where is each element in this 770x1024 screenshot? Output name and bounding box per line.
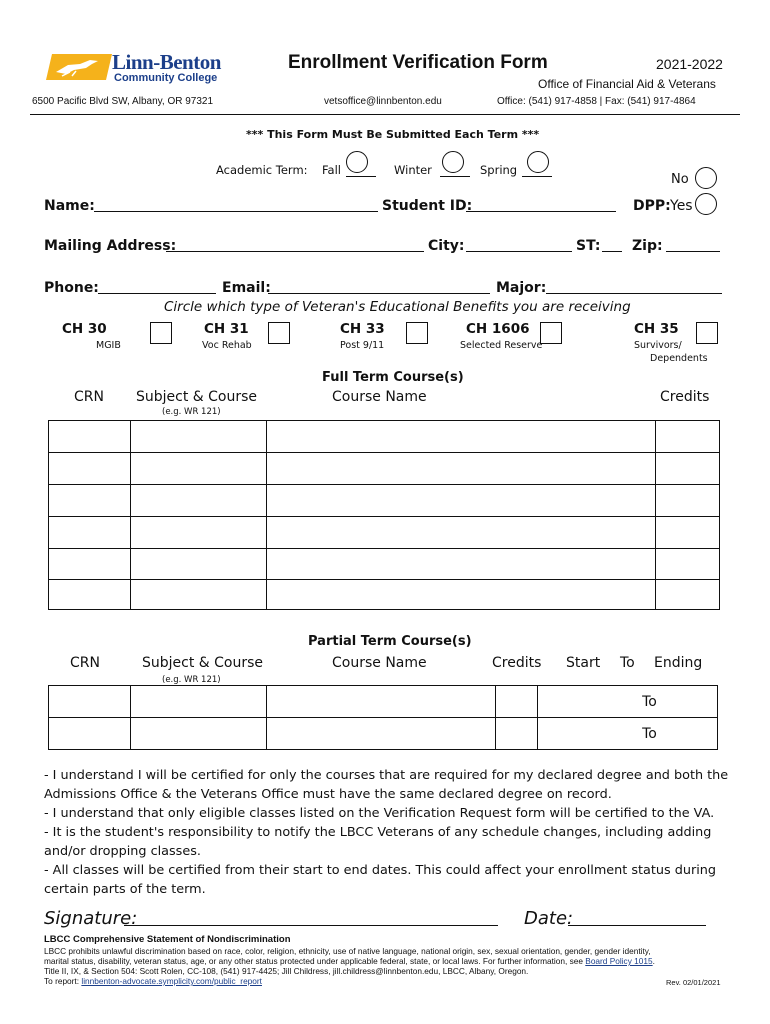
office-email: vetsoffice@linnbenton.edu: [324, 96, 442, 107]
full-term-title: Full Term Course(s): [322, 370, 464, 385]
office-phone-fax: Office: (541) 917-4858 | Fax: (541) 917-4864: [497, 96, 696, 107]
school-year: 2021-2022: [656, 56, 723, 72]
course-name-cell[interactable]: [266, 549, 655, 580]
student-id-field[interactable]: [466, 200, 616, 212]
dpp-label: DPP:: [633, 198, 671, 214]
city-label: City:: [428, 238, 465, 254]
footer-heading: LBCC Comprehensive Statement of Nondiscrimination: [44, 934, 291, 945]
subject-cell[interactable]: [130, 580, 266, 610]
benefit-ch31-checkbox[interactable]: [268, 322, 290, 344]
report-label: To report:: [44, 976, 80, 986]
course-name-cell[interactable]: [266, 453, 655, 485]
benefit-ch31-label: CH 31: [204, 321, 249, 337]
course-name-cell[interactable]: [266, 718, 496, 750]
footer-line1: LBCC prohibits unlawful discrimination based on race, color, religion, ethnicity, use of native language, national origin, sex, sexual orientation, gender, gender identity,: [44, 946, 651, 956]
course-name-cell[interactable]: [266, 517, 655, 549]
term-winter-label: Winter: [394, 163, 432, 177]
table-row: [49, 485, 720, 517]
academic-term-label: Academic Term:: [216, 163, 308, 177]
partial-term-col-crn: CRN: [70, 655, 100, 671]
statement-2: - I understand that only eligible classes listed on the Verification Request form will be certified to the VA.: [44, 806, 715, 821]
major-label: Major:: [496, 280, 547, 296]
credits-cell[interactable]: [656, 580, 720, 610]
credits-cell[interactable]: [656, 517, 720, 549]
course-name-cell[interactable]: [266, 485, 655, 517]
benefits-instruction: Circle which type of Veteran's Educational Benefits you are receiving: [164, 299, 631, 315]
office-name: Office of Financial Aid & Veterans: [538, 77, 716, 91]
signature-label: Signature:: [44, 908, 138, 929]
term-fall-label: Fall: [322, 163, 341, 177]
partial-term-col-ending: Ending: [654, 655, 703, 671]
benefit-ch30-checkbox[interactable]: [150, 322, 172, 344]
credits-cell[interactable]: [496, 686, 538, 718]
name-field[interactable]: [94, 200, 378, 212]
major-field[interactable]: [546, 282, 722, 294]
table-row: [49, 517, 720, 549]
zip-label: Zip:: [632, 238, 663, 254]
crn-cell[interactable]: [49, 580, 131, 610]
table-row: [49, 421, 720, 453]
credits-cell[interactable]: [496, 718, 538, 750]
benefit-ch30-label: CH 30: [62, 321, 107, 337]
statement-3: - It is the student's responsibility to notify the LBCC Veterans of any schedule changes, including adding and/or dropping classes.: [44, 825, 712, 859]
benefit-ch1606-label: CH 1606: [466, 321, 530, 337]
benefit-ch35-desc2: Dependents: [650, 353, 708, 364]
footer-report: [44, 976, 262, 986]
board-policy-link[interactable]: Board Policy 1015: [585, 956, 653, 966]
partial-term-col-credits: Credits: [492, 655, 542, 671]
date-field[interactable]: [568, 912, 706, 926]
office-address: 6500 Pacific Blvd SW, Albany, OR 97321: [32, 96, 214, 107]
full-term-col-credits: Credits: [660, 389, 710, 405]
full-term-col-crn: CRN: [74, 389, 104, 405]
partial-term-col-to: To: [620, 655, 635, 671]
benefit-ch35-label: CH 35: [634, 321, 679, 337]
crn-cell[interactable]: [49, 421, 131, 453]
term-winter-circle[interactable]: [442, 151, 464, 173]
subject-cell[interactable]: [130, 485, 266, 517]
subject-cell[interactable]: [130, 549, 266, 580]
benefit-ch31-desc: Voc Rehab: [202, 340, 252, 351]
crn-cell[interactable]: [49, 485, 131, 517]
dpp-yes-circle[interactable]: [695, 193, 717, 215]
crn-cell[interactable]: [49, 718, 131, 750]
submission-notice: *** This Form Must Be Submitted Each Term ***: [246, 128, 540, 141]
date-label: Date:: [524, 908, 574, 929]
table-row: [49, 549, 720, 580]
date-range-cell[interactable]: [538, 686, 718, 718]
table-row: [49, 718, 718, 750]
subject-cell[interactable]: [130, 453, 266, 485]
subject-cell[interactable]: [130, 686, 266, 718]
term-fall-circle[interactable]: [346, 151, 368, 173]
benefit-ch30-desc: MGIB: [96, 340, 121, 351]
benefit-ch35-desc: Survivors/: [634, 340, 682, 351]
benefit-ch35-checkbox[interactable]: [696, 322, 718, 344]
email-label: Email:: [222, 280, 271, 296]
full-term-col-subject: Subject & Course: [136, 389, 258, 405]
partial-term-title: Partial Term Course(s): [308, 634, 472, 649]
revision-date: Rev. 02/01/2021: [666, 978, 721, 987]
dpp-no-circle[interactable]: [695, 167, 717, 189]
zip-field[interactable]: [666, 240, 720, 252]
benefit-ch1606-desc: Selected Reserve: [460, 340, 543, 351]
footer-line3: Title II, IX, & Section 504: Scott Rolen, CC-108, (541) 917-4425; Jill Childress, jill.childress@linnbenton.edu, LBCC, Albany, Oregon.: [44, 966, 529, 976]
full-term-table: [48, 420, 720, 610]
credits-cell[interactable]: [656, 421, 720, 453]
student-id-label: Student ID:: [382, 198, 473, 214]
date-range-cell[interactable]: [538, 718, 718, 750]
term-spring-circle[interactable]: [527, 151, 549, 173]
city-field[interactable]: [466, 240, 572, 252]
state-field[interactable]: [602, 240, 622, 252]
course-name-cell[interactable]: [266, 421, 655, 453]
name-label: Name:: [44, 198, 95, 214]
mailing-address-field[interactable]: [166, 240, 424, 252]
to-label: To: [642, 693, 657, 710]
course-name-cell[interactable]: [266, 686, 496, 718]
phone-field[interactable]: [98, 282, 216, 294]
partial-term-col-example: (e.g. WR 121): [162, 675, 221, 685]
logo-line2: Community College: [114, 72, 218, 84]
page-title: Enrollment Verification Form: [288, 52, 548, 73]
header-divider: [30, 114, 740, 115]
credits-cell[interactable]: [656, 453, 720, 485]
term-spring-label: Spring: [480, 163, 518, 177]
benefit-ch33-desc: Post 9/11: [340, 340, 385, 351]
phone-label: Phone:: [44, 280, 99, 296]
subject-cell[interactable]: [130, 517, 266, 549]
table-row: [49, 686, 718, 718]
partial-term-table: [48, 685, 718, 750]
table-row: [49, 453, 720, 485]
dpp-no-label: No: [671, 172, 689, 187]
credits-cell[interactable]: [656, 549, 720, 580]
state-label: ST:: [576, 238, 601, 254]
table-row: [49, 580, 720, 610]
email-field[interactable]: [268, 282, 490, 294]
benefit-ch33-checkbox[interactable]: [406, 322, 428, 344]
roadrunner-logo-icon: [46, 52, 112, 82]
partial-term-col-start: Start: [566, 655, 601, 671]
report-link[interactable]: linnbenton-advocate.symplicity.com/public_report: [81, 976, 262, 986]
crn-cell[interactable]: [49, 686, 131, 718]
credits-cell[interactable]: [656, 485, 720, 517]
footer-line2: marital status, disability, veteran status, age, or any other status protected under applicable federal, state, or local laws. For further information, see: [44, 956, 583, 966]
full-term-col-example: (e.g. WR 121): [162, 407, 221, 417]
crn-cell[interactable]: [49, 549, 131, 580]
course-name-cell[interactable]: [266, 580, 655, 610]
footer-period: .: [652, 956, 655, 966]
full-term-col-name: Course Name: [332, 389, 427, 405]
signature-field[interactable]: [124, 912, 498, 926]
benefit-ch33-label: CH 33: [340, 321, 385, 337]
partial-term-col-name: Course Name: [332, 655, 427, 671]
benefit-ch1606-checkbox[interactable]: [540, 322, 562, 344]
crn-cell[interactable]: [49, 453, 131, 485]
footer-line2-wrap: [44, 956, 655, 966]
statement-4: - All classes will be certified from their start to end dates. This could affect your enrollment status during certain parts of the term.: [44, 863, 717, 897]
subject-cell[interactable]: [130, 718, 266, 750]
statement-1: - I understand I will be certified for only the courses that are required for my declared degree and both the Admissions Office & the Veterans Office must have the same declared degree on record.: [44, 768, 729, 802]
dpp-yes-label: Yes: [670, 198, 693, 214]
crn-cell[interactable]: [49, 517, 131, 549]
partial-term-col-subject: Subject & Course: [142, 655, 264, 671]
to-label: To: [642, 725, 657, 742]
mailing-address-label: Mailing Address:: [44, 238, 177, 254]
logo-line1: Linn-Benton: [112, 50, 221, 74]
subject-cell[interactable]: [130, 421, 266, 453]
